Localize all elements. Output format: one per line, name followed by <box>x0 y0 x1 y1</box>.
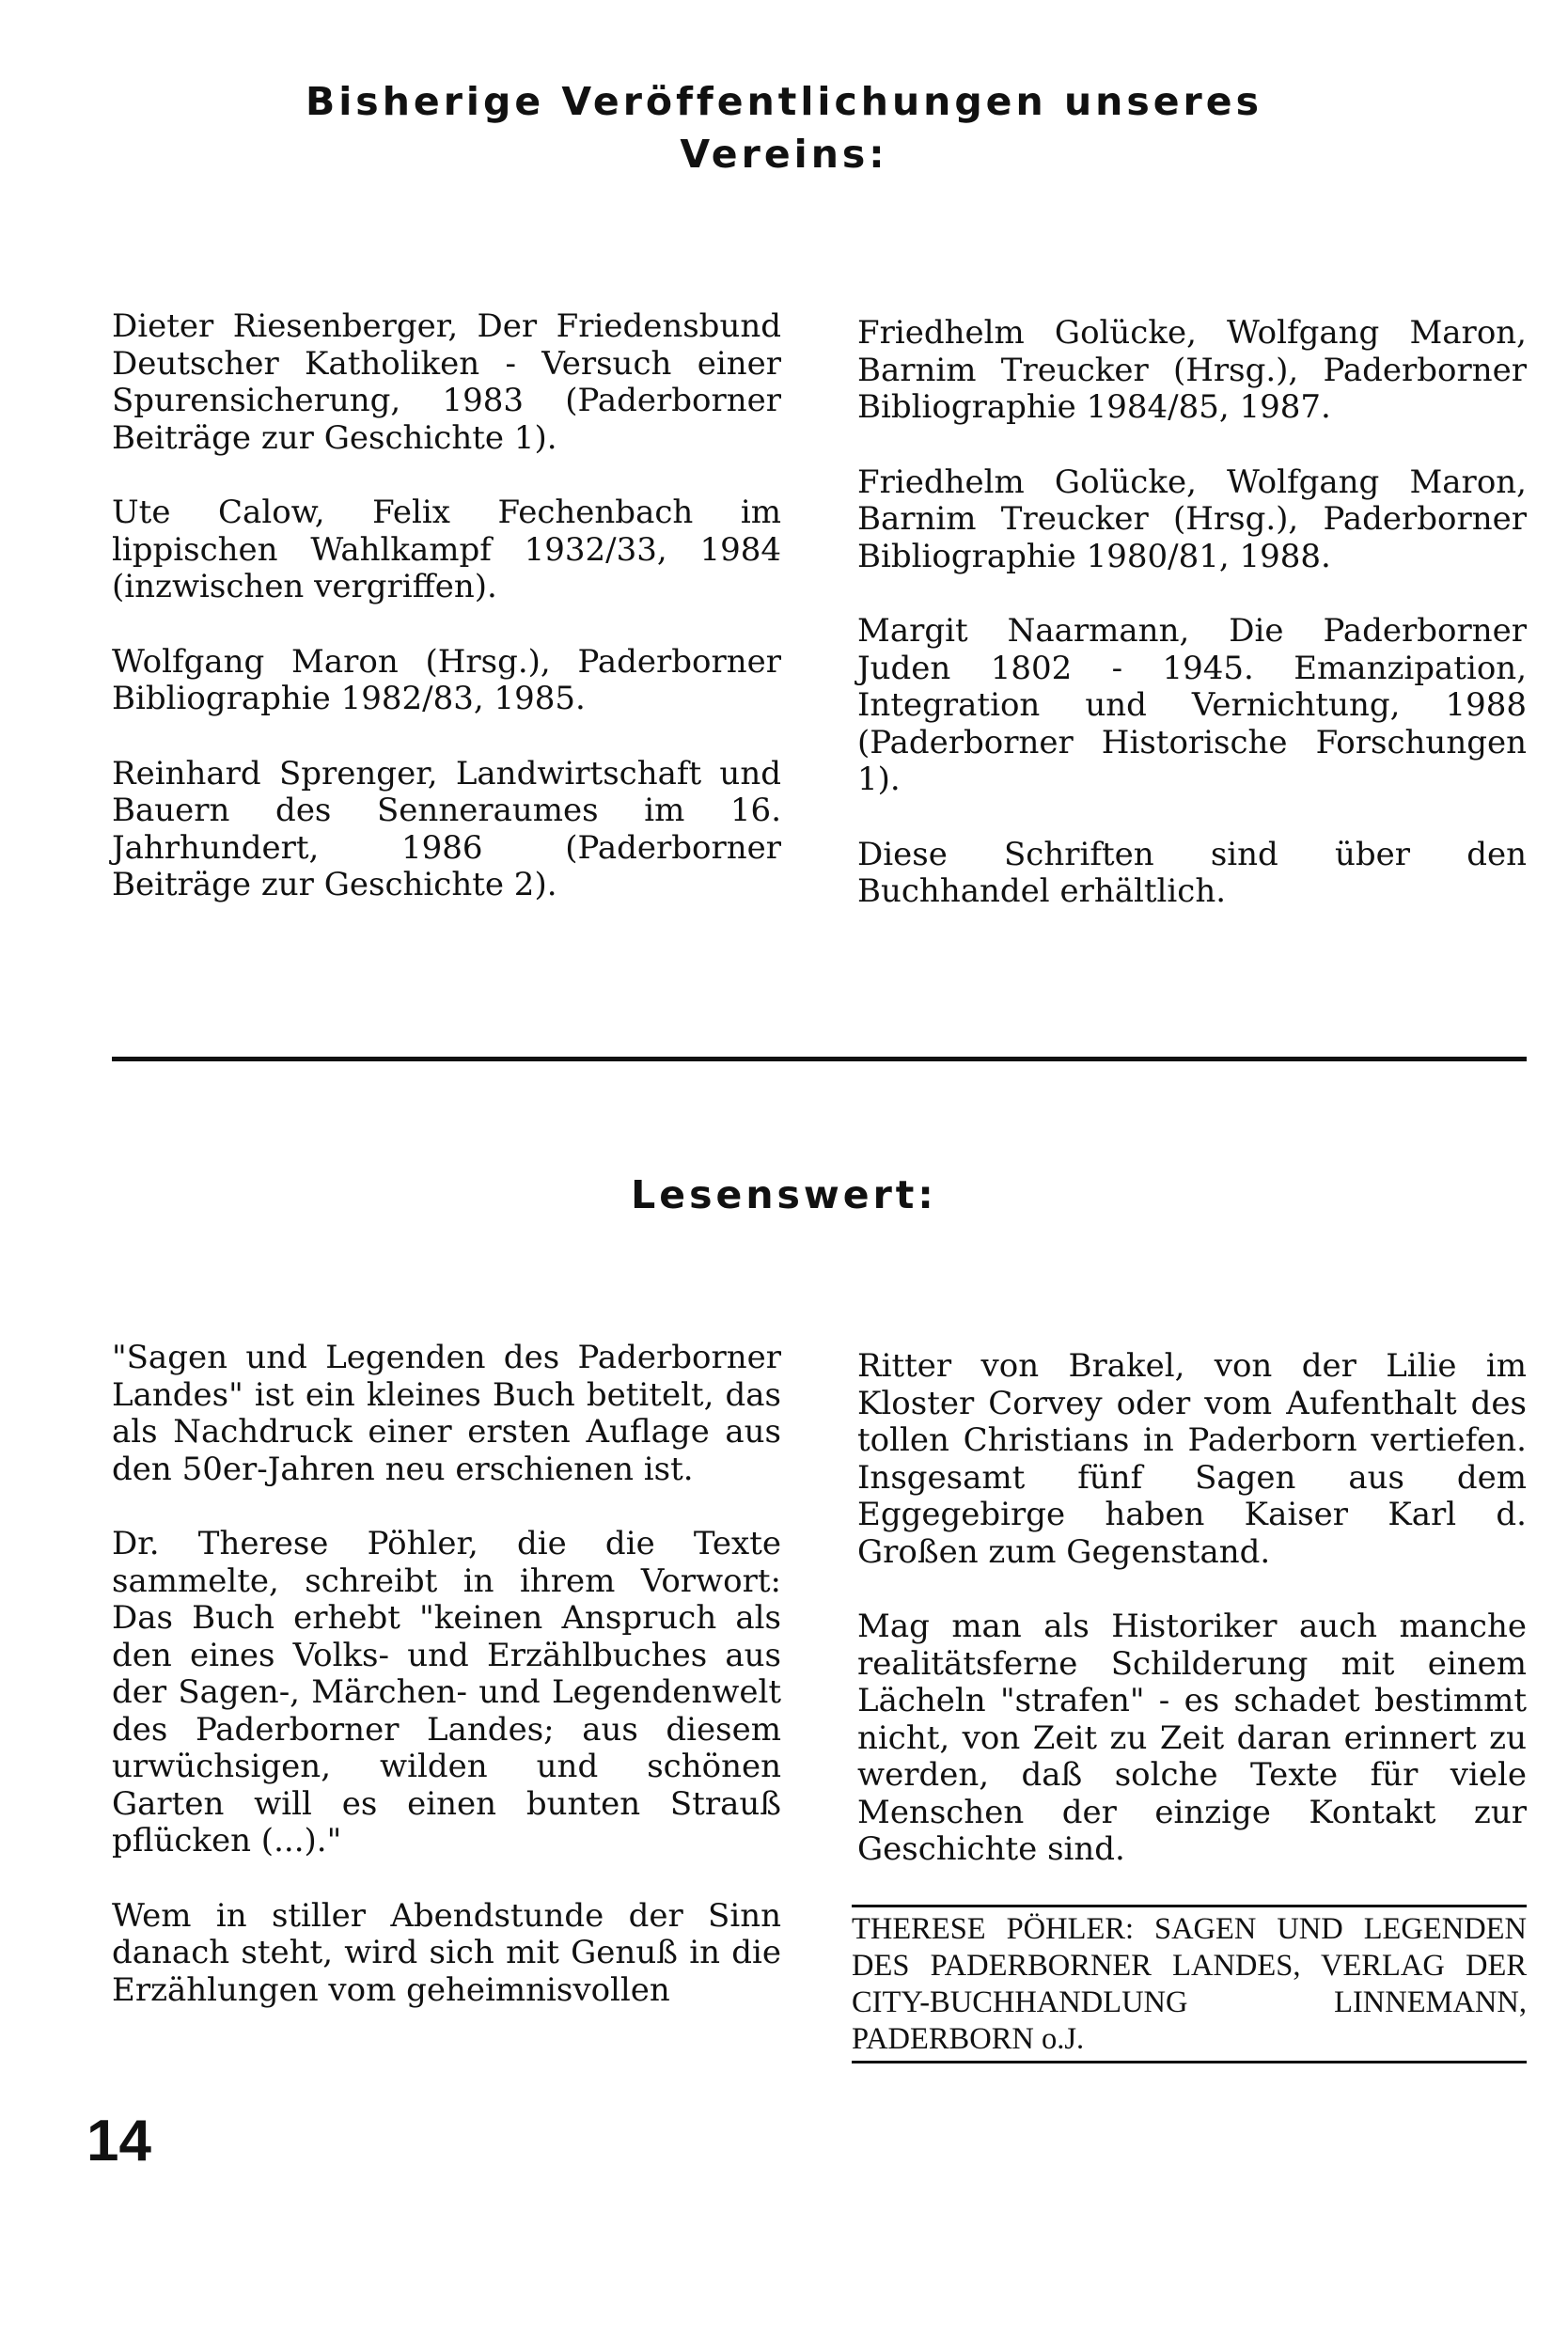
publication-entry: Ute Calow, Felix Fechenbach im lippischen Wahlkampf 1932/33, 1984 (inzwischen vergriffen). <box>112 494 781 605</box>
section-divider <box>112 1057 1527 1061</box>
article-right-column <box>857 1348 1527 1906</box>
article-paragraph: Ritter von Brakel, von der Lilie im Kloster Corvey oder vom Aufenthalt des tollen Christians in Paderborn vertiefen. Insgesamt fünf Sagen aus dem Eggegebirge haben Kaiser Karl d. Großen zum Gegenstand. <box>857 1347 1527 1571</box>
publications-right-column <box>857 315 1527 949</box>
lesenswert-heading: Lesenswert: <box>631 1172 937 1217</box>
publications-heading <box>0 75 1568 180</box>
page-number: 14 <box>86 2109 151 2173</box>
article-paragraph: Mag man als Historiker auch manche realitätsferne Schilderung mit einem Lächeln "strafen" - es schadet bestimmt nicht, von Zeit zu Zeit daran erinnert zu werden, daß solche Texte für viele Menschen der einzige Kontakt zur Geschichte sind. <box>857 1608 1527 1868</box>
book-reference: THERESE PÖHLER: SAGEN UND LEGENDEN DES PADERBORNER LANDES, VERLAG DER CITY-BUCHHANDLUNG LINNEMANN, PADERBORN o.J. <box>852 1905 1527 2063</box>
publications-heading-line2: Vereins: <box>680 132 888 177</box>
publications-heading-line1: Bisherige Veröffentlichungen unseres <box>306 79 1262 124</box>
publication-entry: Wolfgang Maron (Hrsg.), Paderborner Bibliographie 1982/83, 1985. <box>112 642 781 717</box>
publication-entry: Dieter Riesenberger, Der Friedensbund Deutscher Katholiken - Versuch einer Spurensicherung, 1983 (Paderborner Beiträge zur Geschichte 1). <box>112 307 781 457</box>
availability-note: Diese Schriften sind über den Buchhandel erhältlich. <box>857 835 1527 910</box>
article-left-column <box>112 1340 781 2047</box>
publication-entry: Friedhelm Golücke, Wolfgang Maron, Barnim Treucker (Hrsg.), Paderborner Bibliographie 1984/85, 1987. <box>857 314 1527 426</box>
article-paragraph: Dr. Therese Pöhler, die die Texte sammelte, schreibt in ihrem Vorwort: Das Buch erhebt "keinen Anspruch als den eines Volks- und Erzählbuches aus der Sagen-, Märchen- und Legendenwelt des Paderborner Landes; aus diesem urwüchsigen, wilden und schönen Garten will es einen bunten Strauß pflücken (...)." <box>112 1525 781 1859</box>
publication-entry: Margit Naarmann, Die Paderborner Juden 1802 - 1945. Emanzipation, Integration und Vernichtung, 1988 (Paderborner Historische Forschungen 1). <box>857 612 1527 798</box>
article-paragraph: Wem in stiller Abendstunde der Sinn danach steht, wird sich mit Genuß in die Erzählungen vom geheimnisvollen <box>112 1896 781 2009</box>
publication-entry: Reinhard Sprenger, Landwirtschaft und Bauern des Senneraumes im 16. Jahrhundert, 1986 (Paderborner Beiträge zur Geschichte 2). <box>112 754 781 903</box>
article-paragraph: "Sagen und Legenden des Paderborner Landes" ist ein kleines Buch betitelt, das als Nachdruck einer ersten Auflage aus den 50er-Jahren neu erschienen ist. <box>112 1339 781 1488</box>
publications-left-column <box>112 308 781 942</box>
publication-entry: Friedhelm Golücke, Wolfgang Maron, Barnim Treucker (Hrsg.), Paderborner Bibliographie 1980/81, 1988. <box>857 463 1527 575</box>
